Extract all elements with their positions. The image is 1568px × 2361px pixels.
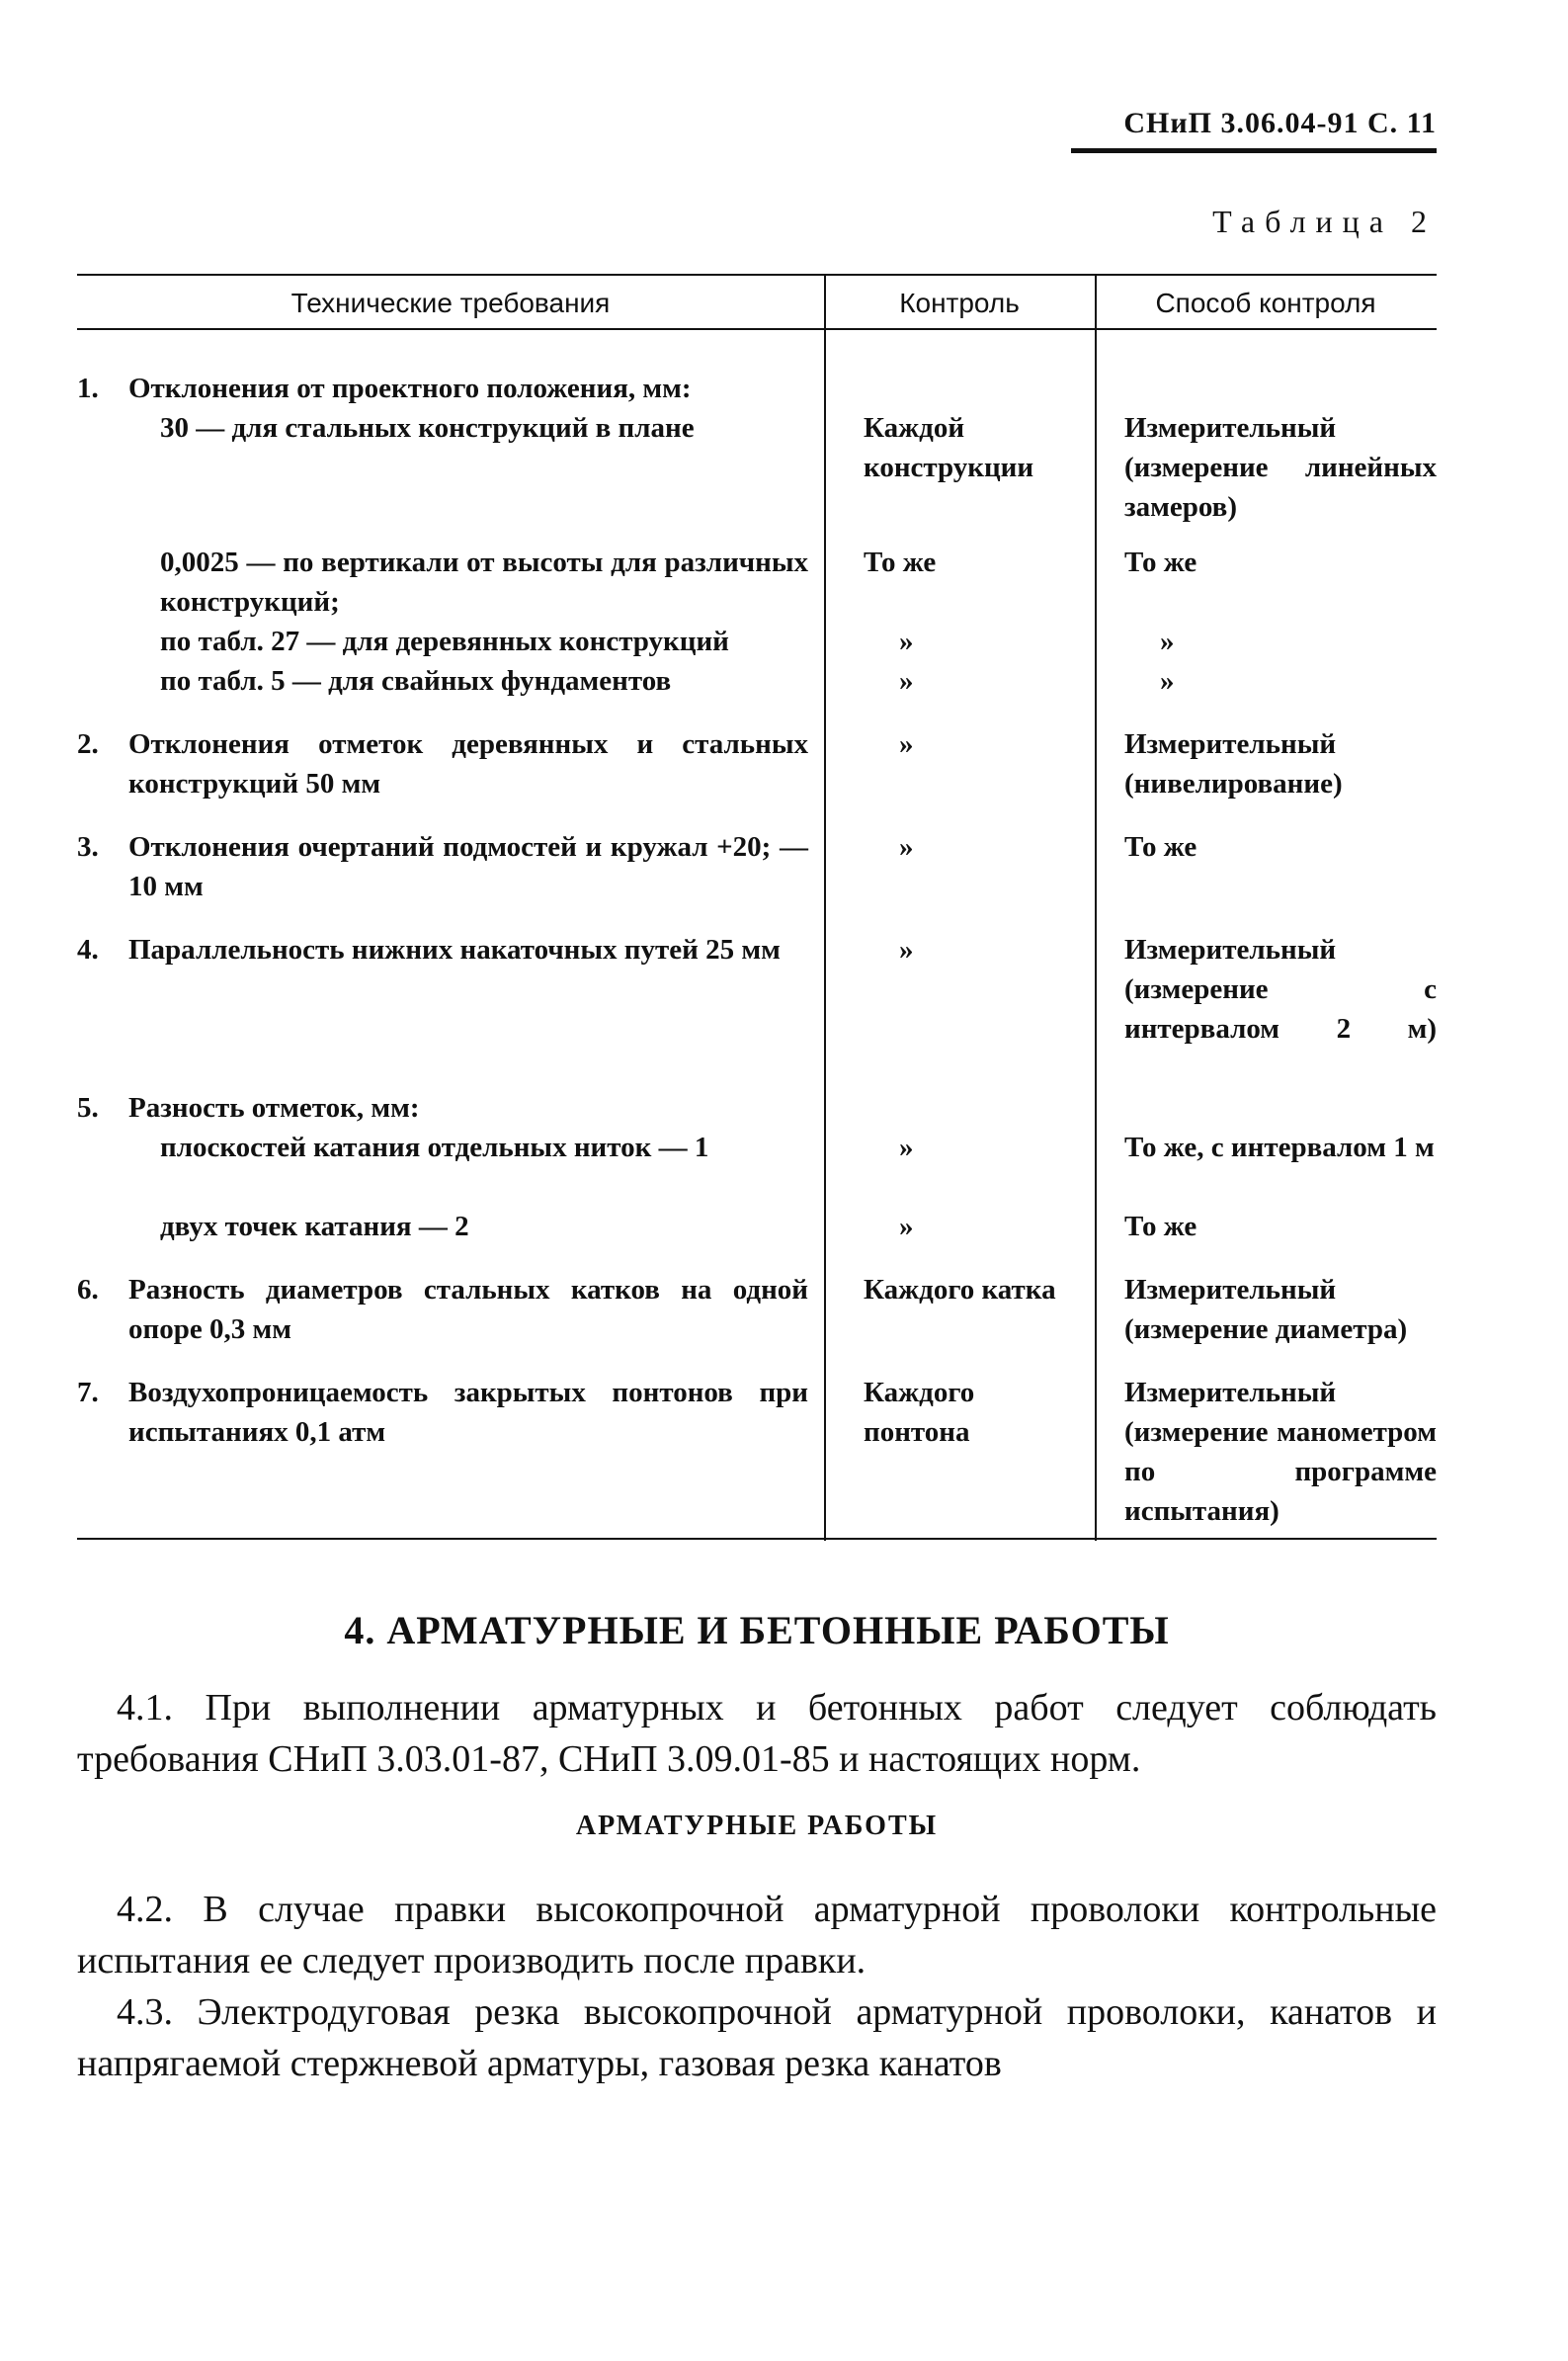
paragraph-4-1: 4.1. При выполнении арматурных и бетонных работ следует соблюдать требования СНиП 3.03.01-87, СНиП 3.09.01-85 и настоящих норм.: [77, 1687, 1437, 1780]
requirement-text: 0,0025 — по вертикали от высоты для различных конструкций;: [160, 547, 808, 618]
method-cell: Измерительный (измерение манометром по программе испытания): [1124, 1377, 1437, 1527]
row-number: 2.: [77, 728, 99, 760]
control-cell: Каждого понтона: [864, 1377, 975, 1448]
method-cell: Измерительный (измерение линейных замеров): [1124, 412, 1437, 523]
requirement-text: по табл. 27 — для деревянных конструкций: [160, 626, 729, 657]
requirement-text: плоскостей катания отдельных ниток — 1: [160, 1132, 709, 1163]
requirement-text: 30 — для стальных конструкций в плане: [160, 412, 695, 444]
requirement-text: двух точек катания — 2: [160, 1211, 469, 1242]
table-bottom-rule: [77, 1538, 1437, 1540]
row-number: 4.: [77, 934, 99, 966]
section-title: 4. АРМАТУРНЫЕ И БЕТОННЫЕ РАБОТЫ: [344, 1608, 1170, 1652]
control-cell: »: [899, 1132, 914, 1163]
table-top-rule: [77, 274, 1437, 276]
control-cell: Каждого катка: [864, 1274, 1056, 1306]
method-cell: Измерительный (измерение диаметра): [1124, 1274, 1408, 1345]
header-rule: [1071, 148, 1437, 153]
method-cell: То же: [1124, 547, 1197, 578]
table-label: Таблица 2: [1212, 204, 1437, 239]
method-cell: Измерительный (измерение с интервалом 2 м): [1124, 934, 1437, 1045]
subsection-title: АРМАТУРНЫЕ РАБОТЫ: [575, 1811, 939, 1841]
requirements-table: [77, 274, 1437, 1541]
requirement-text: Отклонения отметок деревянных и стальных конструкций 50 мм: [128, 728, 808, 800]
control-cell: »: [899, 934, 914, 966]
method-cell: То же: [1124, 1211, 1197, 1242]
column-header-requirements: Технические требования: [290, 288, 611, 318]
requirement-text: Воздухопроницаемость закрытых понтонов при испытаниях 0,1 атм: [128, 1377, 808, 1448]
control-cell: То же: [864, 547, 937, 578]
method-cell: Измерительный (нивелирование): [1124, 728, 1343, 800]
requirement-text: по табл. 5 — для свайных фундаментов: [160, 665, 672, 697]
method-cell: То же, с интервалом 1 м: [1124, 1132, 1435, 1163]
control-cell: »: [899, 728, 914, 760]
page-header: СНиП 3.06.04-91 С. 11: [1123, 107, 1437, 139]
control-cell: »: [899, 1211, 914, 1242]
requirement-text: Разность отметок, мм:: [128, 1092, 420, 1124]
requirement-text: Отклонения от проектного положения, мм:: [128, 373, 692, 404]
row-number: 3.: [77, 831, 99, 863]
control-cell: Каждой конструкции: [864, 412, 1034, 483]
row-number: 7.: [77, 1377, 99, 1408]
column-header-method: Способ контроля: [1155, 288, 1376, 318]
control-cell: »: [899, 831, 914, 863]
control-cell: »: [899, 626, 914, 657]
paragraph-4-3: 4.3. Электродуговая резка высокопрочной арматурной проволоки, канатов и напрягаемой стержневой арматуры, газовая резка канатов: [77, 1991, 1437, 2084]
row-number: 1.: [77, 373, 99, 404]
method-cell: »: [1160, 626, 1175, 657]
row-number: 5.: [77, 1092, 99, 1124]
requirement-text: Отклонения очертаний подмостей и кружал +20; —10 мм: [128, 831, 808, 902]
requirement-text: Параллельность нижних накаточных путей 25 мм: [128, 934, 781, 966]
requirement-text: Разность диаметров стальных катков на одной опоре 0,3 мм: [128, 1274, 808, 1345]
table-column-divider: [824, 274, 826, 1541]
paragraph-4-2: 4.2. В случае правки высокопрочной арматурной проволоки контрольные испытания ее следует производить после правки.: [77, 1889, 1437, 1982]
method-cell: То же: [1124, 831, 1197, 863]
control-cell: »: [899, 665, 914, 697]
row-number: 6.: [77, 1274, 99, 1306]
method-cell: »: [1160, 665, 1175, 697]
column-header-control: Контроль: [899, 288, 1020, 318]
table-header-rule: [77, 328, 1437, 330]
